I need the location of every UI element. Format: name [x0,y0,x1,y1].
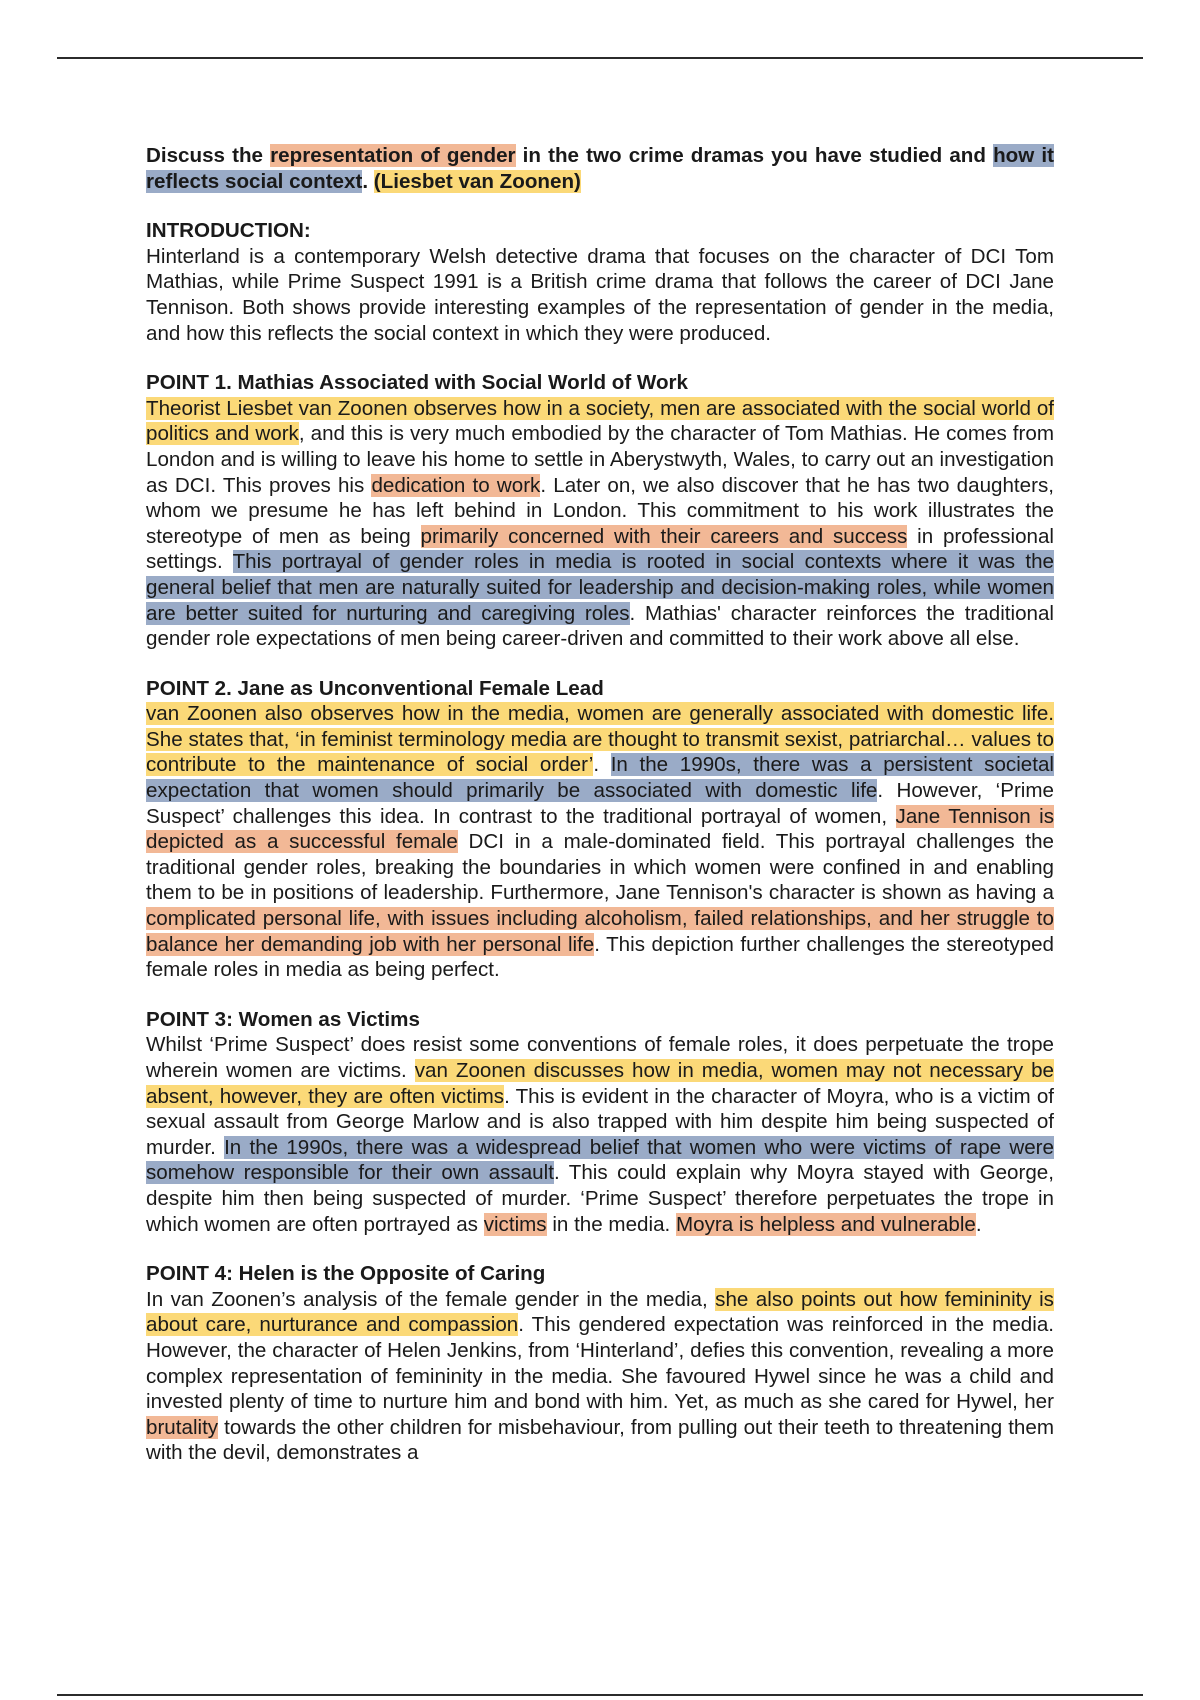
body-text: . [593,753,611,777]
highlight-orange: primarily concerned with their careers and success [420,524,908,548]
body-text: . This depiction further challenges the stereotyped female roles in media as being perfect. [146,932,1054,982]
body-text: . This gendered expectation was reinforced in the media. However, the character of Helen Jenkins, from ‘Hinterland’, defies this convention, revealing a more complex representation of femininity in the media. She favoured Hywel since he was a child and invested plenty of time to nurture him and bond with him. Yet, as much as she cared for Hywel, her [146,1313,1054,1414]
highlight-orange: dedication to work [371,473,541,497]
highlight-orange: brutality [146,1415,219,1439]
body-text: DCI in a male-dominated field. This portrayal challenges the traditional gender roles, breaking the boundaries in which women were confined in and enabling them to be in positions of leadership. Furthermore, Jane Tennison's character is shown as having a [146,830,1054,905]
highlight-yellow: she also points out how femininity is about care, nurturance and compassion [146,1287,1054,1337]
top-rule [57,57,1143,59]
body-text: . Mathias' character reinforces the traditional gender role expectations of men being career-driven and committed to their work above all else. [146,601,1054,651]
highlight-yellow: Theorist Liesbet van Zoonen observes how in a society, men are associated with the social world of politics and work [146,396,1054,446]
body-text: , and this is very much embodied by the character of Tom Mathias. He comes from London and is willing to leave his home to settle in Aberystwyth, Wales, to carry out an investigation as DCI. This proves his [146,422,1054,497]
essay-page [146,143,1054,1466]
point2-heading: POINT 2. Jane as Unconventional Female Lead [146,676,604,700]
point3-paragraph [146,1032,1054,1237]
point4-paragraph [146,1287,1054,1466]
body-text: towards the other children for misbehaviour, from pulling out their teeth to threatening them with the devil, demonstrates a [146,1415,1054,1465]
highlight-orange: representation of gender [270,144,516,167]
body-text: . This could explain why Moyra stayed with George, despite him then being suspected of murder. ‘Prime Suspect’ therefore perpetuates the trope in which women are often portrayed as [146,1161,1054,1236]
body-text: in professional settings. [146,524,1055,574]
body-text: . This is evident in the character of Moyra, who is a victim of sexual assault from George Marlow and is also trapped with him despite him being suspected of murder. [146,1084,1054,1159]
point4-heading: POINT 4: Helen is the Opposite of Caring [146,1262,546,1286]
body-text: . However, ‘Prime Suspect’ challenges this idea. In contrast to the traditional portrayal of women, [146,779,1054,828]
point1-paragraph [146,396,1054,652]
body-text: . [975,1212,982,1236]
highlight-yellow: van Zoonen discusses how in media, women may not necessary be absent, however, they are often victims [146,1059,1054,1108]
highlight-blue: This portrayal of gender roles in media is rooted in social contexts where it was the general belief that men are naturally suited for leadership and decision-making roles, while women are better suited for nurturing and caregiving roles [146,550,1054,625]
highlight-orange: Moyra is helpless and vulnerable [675,1212,976,1236]
body-text: Whilst ‘Prime Suspect’ does resist some conventions of female roles, it does perpetuate the trope wherein women are victims. [146,1033,1054,1082]
title-text: . [362,169,374,193]
intro-heading: INTRODUCTION: [146,219,311,243]
body-text: in the media. [546,1212,676,1236]
highlight-yellow: (Liesbet van Zoonen) [373,169,581,193]
point1-heading: POINT 1. Mathias Associated with Social World of Work [146,371,689,395]
highlight-blue: how it reflects social context [146,144,1054,193]
highlight-blue: In the 1990s, there was a persistent societal expectation that women should primarily be associated with domestic life [146,753,1054,803]
bottom-rule [57,1694,1143,1696]
essay-question [146,143,1054,194]
title-text: Discuss the [146,144,271,167]
highlight-orange: complicated personal life, with issues including alcoholism, failed relationships, and her struggle to balance her demanding job with her personal life [146,907,1054,956]
highlight-blue: In the 1990s, there was a widespread belief that women who were victims of rape were somehow responsible for their own assault [146,1135,1054,1185]
point3-heading: POINT 3: Women as Victims [146,1007,420,1031]
body-text: . Later on, we also discover that he has two daughters, whom we presume he has left behind in London. This commitment to his work illustrates the stereotype of men as being [146,473,1054,548]
title-text: in the two crime dramas you have studied and [515,144,994,167]
body-text: In van Zoonen’s analysis of the female gender in the media, [146,1287,716,1311]
highlight-orange: victims [483,1212,547,1236]
highlight-orange: Jane Tennison is depicted as a successful female [146,804,1054,854]
point2-paragraph [146,701,1054,983]
intro-paragraph: Hinterland is a contemporary Welsh detective drama that focuses on the character of DCI Tom Mathias, while Prime Suspect 1991 is a British crime drama that follows the career of DCI Jane Tennison. Both shows provide interesting examples of the representation of gender in the media, and how this reflects the social context in which they were produced. [146,244,1054,345]
highlight-yellow: van Zoonen also observes how in the media, women are generally associated with domestic life. She states that, ‘in feminist terminology media are thought to transmit sexist, patriarchal… values to contribute to the maintenance of social order’ [146,702,1054,777]
